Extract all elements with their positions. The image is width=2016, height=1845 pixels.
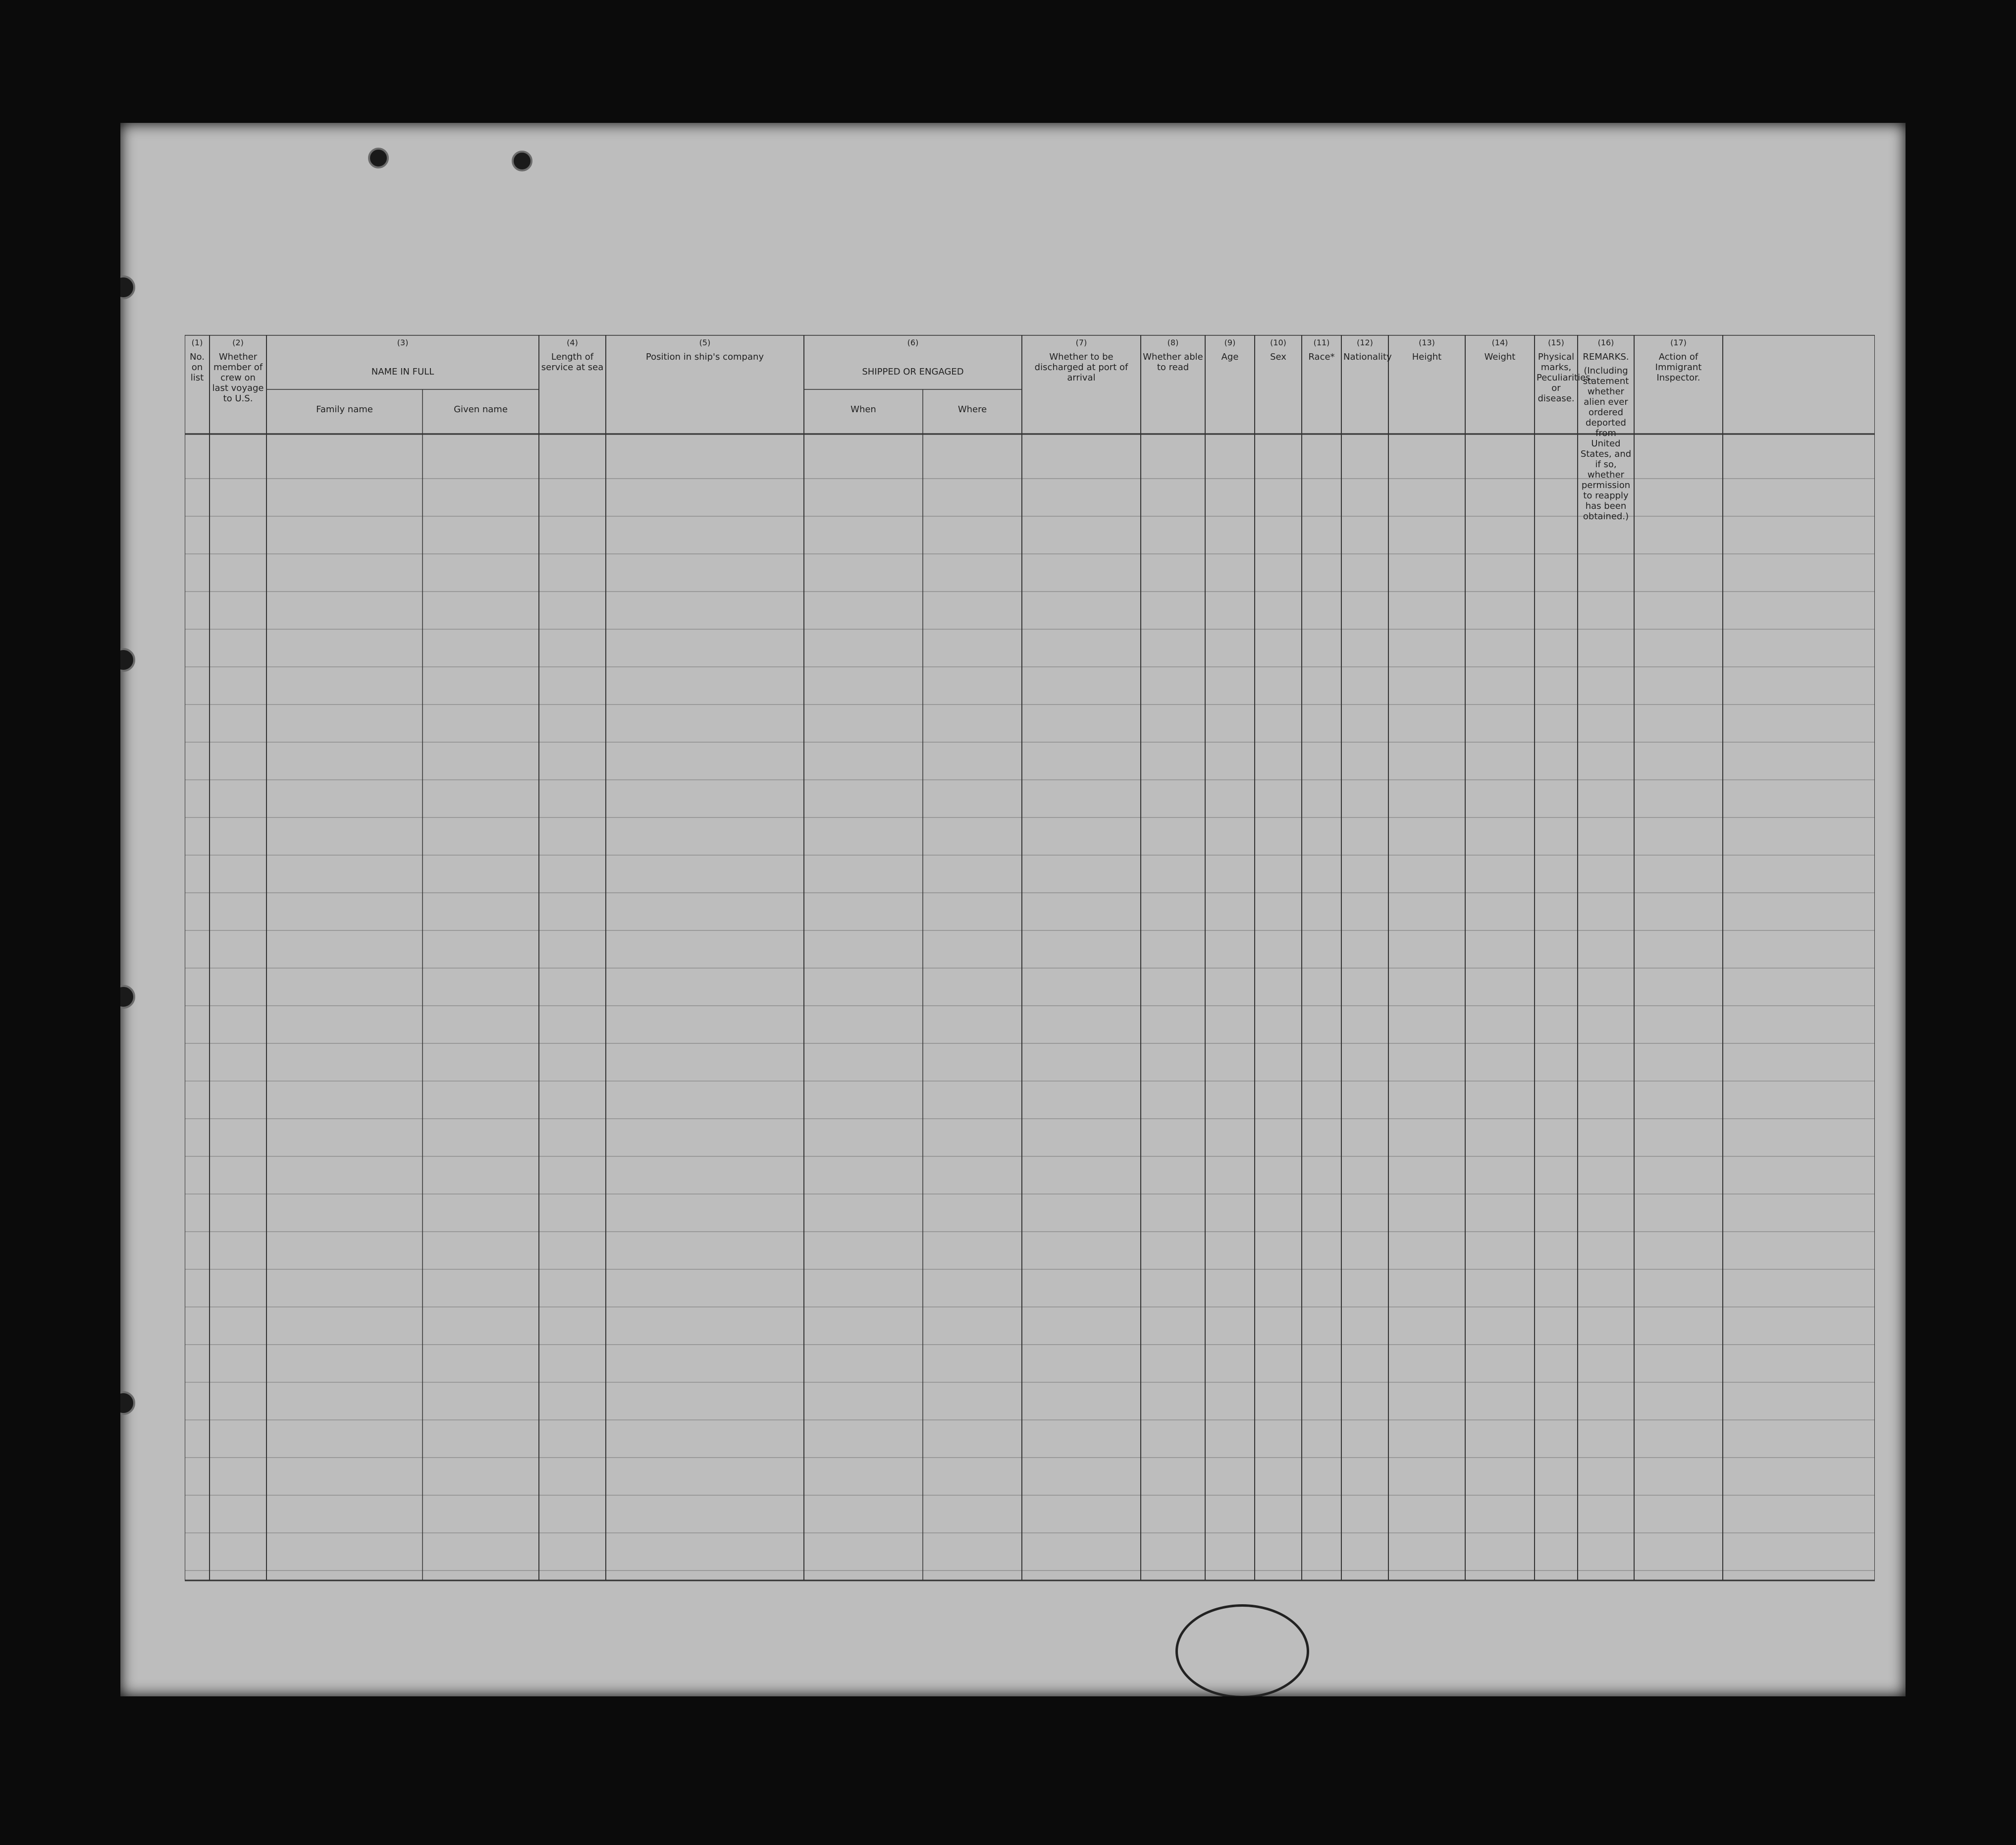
column-number: (13) [1419,338,1435,347]
column-header: Whether able to read [1143,352,1203,373]
column-header: Height [1412,352,1442,362]
column-number: (1) [191,338,203,347]
column-header: When [850,404,876,415]
binder-hole [120,1391,135,1415]
column-header: SHIPPED OR ENGAGED [862,367,964,377]
column-header: Given name [454,404,508,415]
manifest-sheet [120,123,1906,1696]
column-header: Age [1221,352,1239,362]
column-number: (3) [397,338,409,347]
column-number: (9) [1224,338,1236,347]
column-header: Race* [1308,352,1335,362]
column-header: Position in ship's company [645,352,764,362]
vessel-line [195,289,540,310]
column-header: REMARKS. [1583,352,1629,362]
column-number: (10) [1270,338,1286,347]
column-number: (11) [1313,338,1330,347]
column-number: (5) [699,338,711,347]
column-header: Sex [1270,352,1286,362]
column-number: (15) [1548,338,1564,347]
remarks-note: (Including statement whether alien ever ordered deported from United States, and if so, whether permission to reapply has been obtained.) [1580,366,1632,522]
column-header: Where [957,404,987,415]
column-number: (7) [1075,338,1087,347]
column-header: Family name [316,404,373,415]
binder-hole [120,985,135,1009]
column-header: No. on list [190,352,205,383]
column-number: (8) [1167,338,1179,347]
column-header: Action of Immigrant Inspector. [1655,352,1702,383]
column-number: (16) [1597,338,1614,347]
column-number: (4) [567,338,578,347]
column-header: NAME IN FULL [371,367,434,377]
column-number: (2) [232,338,244,347]
column-number: (6) [907,338,919,347]
column-header: Physical marks, Peculiarities, or disease. [1537,352,1593,404]
column-number: (14) [1491,338,1508,347]
column-header: Weight [1484,352,1516,362]
crew-table [185,335,1875,1623]
column-header: Length of service at sea [541,352,604,373]
punch-hole [512,151,532,171]
column-number: (12) [1357,338,1373,347]
column-header: Whether to be discharged at port of arrival [1034,352,1128,383]
column-header: Nationality [1343,352,1392,362]
binder-hole [120,275,135,299]
column-number: (17) [1670,338,1687,347]
table-grid-lines [185,335,1875,1623]
office-stamp [1175,1604,1309,1696]
punch-hole [368,148,389,168]
column-header: Whether member of crew on last voyage to U.S. [212,352,264,404]
binder-hole [120,648,135,672]
